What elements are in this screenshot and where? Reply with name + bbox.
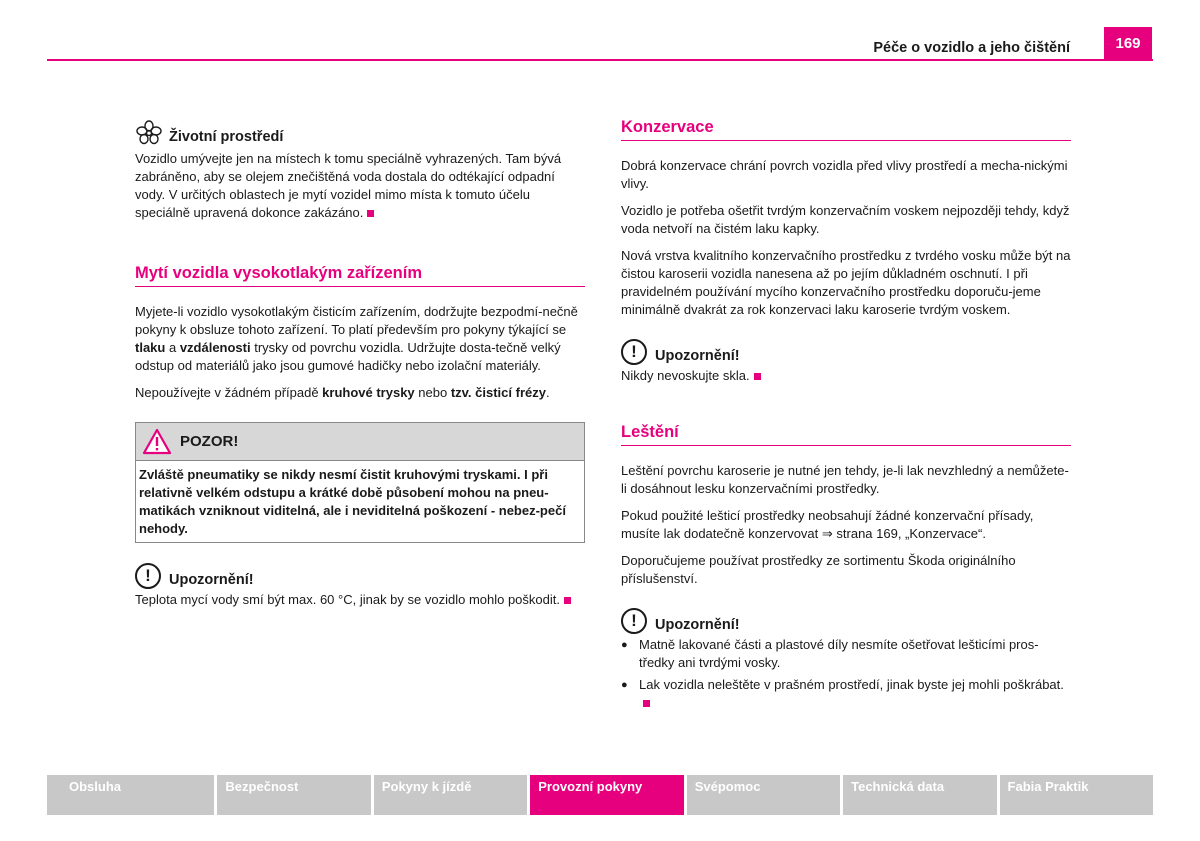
note-text: Teplota mycí vody smí být max. 60 °C, jinak by se vozidlo mohlo poškodit. <box>135 591 585 609</box>
flower-icon <box>135 120 163 146</box>
tab-fabia-praktik[interactable]: Fabia Praktik <box>1000 775 1153 815</box>
note-heading <box>621 608 1071 634</box>
end-mark <box>643 700 650 707</box>
note-title: Upozornění! <box>169 572 254 588</box>
end-mark <box>564 597 571 604</box>
page-number: 169 <box>1104 27 1152 60</box>
warning-title: POZOR! <box>180 432 239 450</box>
right-column <box>621 118 1071 716</box>
note-heading <box>621 339 1071 365</box>
warning-triangle-icon <box>142 428 172 455</box>
running-header: Péče o vozidlo a jeho čištění <box>873 40 1070 56</box>
environment-heading <box>135 120 585 146</box>
paragraph: Myjete-li vozidlo vysokotlakým čisticím zařízením, dodržujte bezpodmí-nečně pokyny k obsluze tohoto zařízení. To platí především pro pokyny týkající se tlaku a vzdálenosti trysky od povrchu vozidla. Udržujte dosta-tečně velký odstup od materiálů jako jsou gumové hadičky nebo izolační materiály. <box>135 304 578 373</box>
exclamation-icon: ! <box>621 339 647 365</box>
end-mark <box>367 210 374 217</box>
environment-title: Životní prostředí <box>169 129 284 145</box>
warning-box <box>135 422 585 543</box>
note-title: Upozornění! <box>655 617 740 633</box>
tab-pokyny-k-jizde[interactable]: Pokyny k jízdě <box>374 775 527 815</box>
chapter-tabs <box>47 775 1153 815</box>
bullet-icon: ● <box>621 679 628 691</box>
paragraph: Pokud použité lešticí prostředky neobsahují žádné konzervační přísady, musíte lak dodatečně konzervovat ⇒ strana 169, „Konzervace“. <box>621 508 1034 541</box>
tab-bezpecnost[interactable]: Bezpečnost <box>217 775 370 815</box>
tab-svepomoc[interactable]: Svépomoc <box>687 775 840 815</box>
warning-heading <box>136 423 584 461</box>
list-item: ● Lak vozidla neleštěte v prašném prostředí, jinak byste jej mohli poškrábat. <box>621 676 1071 712</box>
end-mark <box>754 373 761 380</box>
exclamation-icon: ! <box>135 563 161 589</box>
list-item: ● Matně lakované části a plastové díly nesmíte ošetřovat lešticími pros-tředky ani tvrdými vosky. <box>621 637 1039 670</box>
note-heading <box>135 563 585 589</box>
paragraph: Nepoužívejte v žádném případě kruhové trysky nebo tzv. čisticí frézy. <box>135 385 550 400</box>
tab-technicka-data[interactable]: Technická data <box>843 775 996 815</box>
note-text: Nikdy nevoskujte skla. <box>621 367 1071 385</box>
paragraph: Dobrá konzervace chrání povrch vozidla před vlivy prostředí a mecha-nickými vlivy. <box>621 158 1068 191</box>
exclamation-icon: ! <box>621 608 647 634</box>
paragraph: Nová vrstva kvalitního konzervačního prostředku z tvrdého vosku může být na čistou karoserii vozidla nanesena až po jejím důkladném oschnutí. I při pravidelném používání mycího konzervačního prostředku doporuču-jeme minimálně dvakrát za rok konzervaci laku karoserie tvrdým voskem. <box>621 248 1071 317</box>
paragraph: Leštění povrchu karoserie je nutné jen tehdy, je-li lak nevzhledný a nemůžete-li dosáhnout lesku konzervačními prostředky. <box>621 463 1069 496</box>
section-title-konzervace: Konzervace <box>621 118 1071 141</box>
environment-text: Vozidlo umývejte jen na místech k tomu speciálně vyhrazených. Tam bývá zabráněno, aby se olejem znečištěná voda dostala do odtékající odpadní vody. V určitých oblastech je mytí vozidel mimo místa k tomuto účelu speciálně upravená dokonce zakázáno. <box>135 151 562 220</box>
paragraph: Vozidlo je potřeba ošetřit tvrdým konzervačním voskem nejpozději tehdy, když voda netvoří na čistém laku kapky. <box>621 203 1070 236</box>
warning-text: Zvláště pneumatiky se nikdy nesmí čistit kruhovými tryskami. I při relativně velkém odstupu a krátké době působení mohou na pneu-matikách vzniknout viditelná, ale i neviditelná poškození - nebez-pečí nehody. <box>139 467 566 536</box>
section-title-high-pressure: Mytí vozidla vysokotlakým zařízením <box>135 264 585 287</box>
paragraph: Doporučujeme používat prostředky ze sortimentu Škoda originálního příslušenství. <box>621 553 1016 586</box>
left-column <box>135 120 585 618</box>
note-title: Upozornění! <box>655 348 740 364</box>
tab-obsluha[interactable]: Obsluha <box>47 775 214 815</box>
tab-provozni-pokyny[interactable]: Provozní pokyny <box>530 775 683 815</box>
section-title-lesteni: Leštění <box>621 423 1071 446</box>
header-rule <box>47 59 1153 61</box>
bullet-icon: ● <box>621 639 628 651</box>
